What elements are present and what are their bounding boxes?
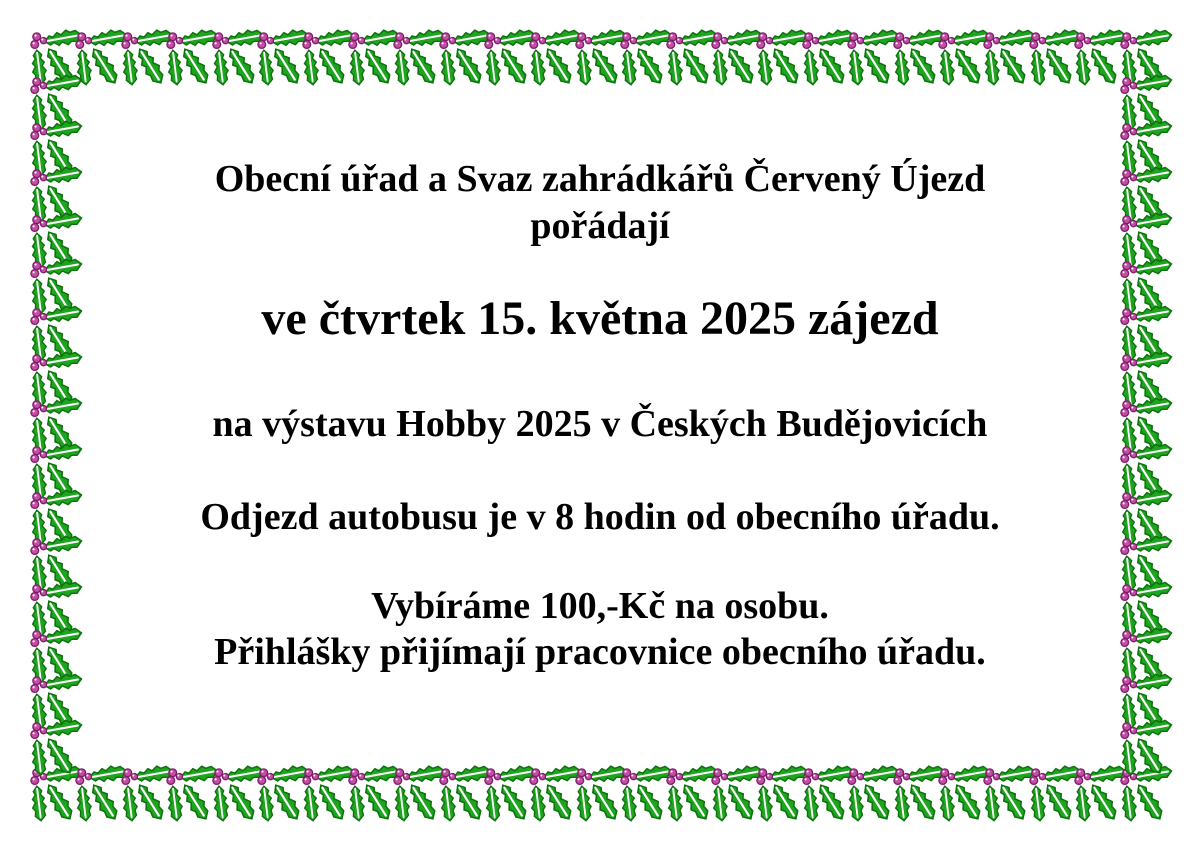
holly-motif-icon (119, 29, 179, 89)
holly-motif-icon (1118, 535, 1178, 595)
holly-motif-icon (300, 29, 360, 89)
holly-motif-icon (1027, 29, 1087, 89)
holly-motif-icon (391, 29, 451, 89)
holly-motif-icon (936, 29, 996, 89)
holly-motif-icon (800, 29, 860, 89)
holly-motif-icon (1118, 627, 1178, 687)
holly-motif-icon (1118, 489, 1178, 549)
holly-motif-icon (891, 765, 951, 825)
holly-motif-icon (664, 29, 724, 89)
organizer-line-1: Obecní úřad a Svaz zahrádkářů Červený Újezd (214, 158, 986, 200)
holly-motif-icon (28, 443, 88, 503)
holly-motif-icon (1118, 74, 1178, 134)
holly-motif-icon (28, 489, 88, 549)
holly-motif-icon (754, 29, 814, 89)
holly-motif-icon (1118, 351, 1178, 411)
holly-motif-icon (1118, 581, 1178, 641)
holly-motif-icon (28, 765, 88, 825)
holly-motif-icon (1027, 765, 1087, 825)
holly-motif-icon (891, 29, 951, 89)
signup-line: Přihlášky přijímají pracovnice obecního úřadu. (214, 631, 986, 673)
holly-motif-icon (709, 765, 769, 825)
holly-motif-icon (28, 535, 88, 595)
holly-motif-icon (1118, 765, 1178, 825)
holly-motif-icon (28, 29, 88, 89)
headline: ve čtvrtek 15. května 2025 zájezd (261, 292, 939, 345)
holly-motif-icon (437, 765, 497, 825)
holly-motif-icon (618, 765, 678, 825)
holly-motif-icon (482, 765, 542, 825)
holly-motif-icon (1118, 212, 1178, 272)
holly-motif-icon (527, 765, 587, 825)
holly-motif-icon (346, 765, 406, 825)
holly-motif-icon (255, 765, 315, 825)
holly-motif-icon (1118, 120, 1178, 180)
holly-motif-icon (981, 765, 1041, 825)
holly-motif-icon (28, 397, 88, 457)
holly-motif-icon (28, 351, 88, 411)
holly-motif-icon (28, 719, 88, 779)
holly-motif-icon (300, 765, 360, 825)
holly-motif-icon (1118, 397, 1178, 457)
holly-motif-icon (936, 765, 996, 825)
holly-motif-icon (210, 29, 270, 89)
holly-motif-icon (981, 29, 1041, 89)
holly-motif-icon (28, 305, 88, 365)
holly-motif-icon (28, 212, 88, 272)
holly-motif-icon (482, 29, 542, 89)
holly-motif-icon (73, 765, 133, 825)
holly-motif-icon (709, 29, 769, 89)
holly-motif-icon (754, 765, 814, 825)
holly-motif-icon (573, 765, 633, 825)
holly-motif-icon (28, 627, 88, 687)
organizer-line-2: pořádají (530, 205, 670, 247)
holly-motif-icon (1118, 673, 1178, 733)
holly-motif-icon (800, 765, 860, 825)
holly-motif-icon (391, 765, 451, 825)
holly-motif-icon (527, 29, 587, 89)
holly-motif-icon (845, 765, 905, 825)
holly-motif-icon (573, 29, 633, 89)
holly-motif-icon (346, 29, 406, 89)
holly-motif-icon (28, 120, 88, 180)
holly-motif-icon (28, 166, 88, 226)
holly-motif-icon (255, 29, 315, 89)
holly-motif-icon (28, 673, 88, 733)
holly-motif-icon (1072, 29, 1132, 89)
event-line: na výstavu Hobby 2025 v Českých Budějovicích (212, 403, 988, 445)
holly-motif-icon (119, 765, 179, 825)
holly-motif-icon (28, 74, 88, 134)
holly-motif-icon (73, 29, 133, 89)
holly-motif-icon (210, 765, 270, 825)
holly-motif-icon (164, 765, 224, 825)
holly-motif-icon (845, 29, 905, 89)
holly-motif-icon (664, 765, 724, 825)
holly-motif-icon (1118, 305, 1178, 365)
holly-motif-icon (437, 29, 497, 89)
holly-motif-icon (28, 581, 88, 641)
price-line: Vybíráme 100,-Kč na osobu. (371, 585, 829, 627)
holly-motif-icon (1118, 719, 1178, 779)
departure-line: Odjezd autobusu je v 8 hodin od obecního úřadu. (200, 496, 1000, 538)
holly-motif-icon (618, 29, 678, 89)
holly-motif-icon (1118, 166, 1178, 226)
holly-motif-icon (1072, 765, 1132, 825)
holly-motif-icon (1118, 443, 1178, 503)
holly-motif-icon (164, 29, 224, 89)
holly-motif-icon (1118, 29, 1178, 89)
holly-motif-icon (28, 258, 88, 318)
holly-motif-icon (1118, 258, 1178, 318)
